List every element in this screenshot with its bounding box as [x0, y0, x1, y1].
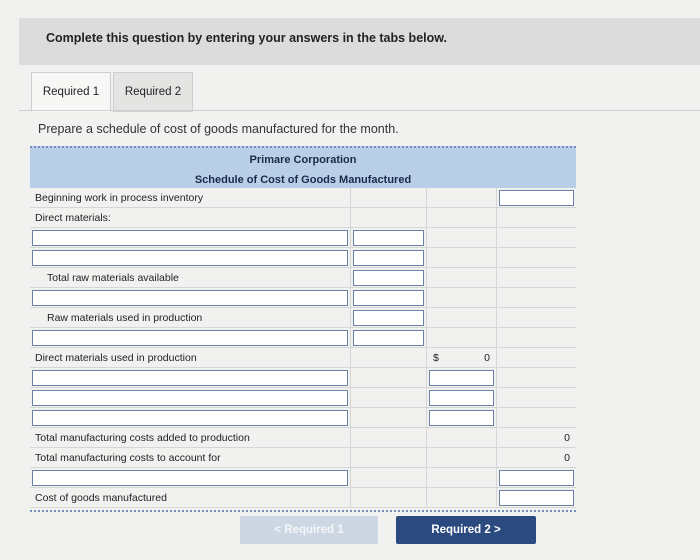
question-prompt: Prepare a schedule of cost of goods manufactured for the month.: [38, 122, 399, 136]
cost-line1-amount-input[interactable]: [429, 370, 494, 386]
dm-line3-amount-input[interactable]: [353, 290, 424, 306]
company-name: Primare Corporation: [249, 154, 357, 166]
prev-required-button[interactable]: < Required 1: [240, 516, 378, 544]
tab-divider: [19, 110, 700, 111]
schedule-footer-line: [30, 510, 576, 512]
table-row: [30, 488, 576, 508]
table-row: [30, 268, 576, 288]
ending-wip-label-input[interactable]: [32, 470, 348, 486]
next-required-button[interactable]: Required 2 >: [396, 516, 536, 544]
table-row: [30, 288, 576, 308]
dm-line2-amount-input[interactable]: [353, 250, 424, 266]
direct-materials-label: Direct materials:: [35, 212, 111, 224]
table-row: [30, 388, 576, 408]
dm-line1-amount-input[interactable]: [353, 230, 424, 246]
dm-line4-label-input[interactable]: [32, 330, 348, 346]
cost-line3-amount-input[interactable]: [429, 410, 494, 426]
table-row: [30, 348, 576, 368]
total-raw-available-input[interactable]: [353, 270, 424, 286]
total-to-account-label: Total manufacturing costs to account for: [35, 452, 221, 464]
ending-wip-amount-input[interactable]: [499, 470, 574, 486]
tab-required-2[interactable]: Required 2: [113, 72, 193, 112]
table-row: [30, 408, 576, 428]
beginning-wip-input[interactable]: [499, 190, 574, 206]
beginning-wip-label: Beginning work in process inventory: [35, 192, 204, 204]
dm-line3-label-input[interactable]: [32, 290, 348, 306]
dm-line1-label-input[interactable]: [32, 230, 348, 246]
total-to-account-value: 0: [564, 452, 570, 464]
dm-used-value: 0: [484, 352, 490, 364]
dm-line2-label-input[interactable]: [32, 250, 348, 266]
table-row: [30, 188, 576, 208]
dm-line4-amount-input[interactable]: [353, 330, 424, 346]
table-row: [30, 448, 576, 468]
cogm-input[interactable]: [499, 490, 574, 506]
table-row: [30, 328, 576, 348]
table-row: [30, 208, 576, 228]
table-row: [30, 368, 576, 388]
table-row: [30, 228, 576, 248]
dm-used-currency: $: [433, 352, 439, 364]
raw-used-input[interactable]: [353, 310, 424, 326]
table-row: [30, 308, 576, 328]
total-raw-available-label: Total raw materials available: [47, 272, 179, 284]
table-row: [30, 468, 576, 488]
table-row: [30, 248, 576, 268]
instructions-banner: [19, 18, 700, 65]
schedule-header: [30, 146, 576, 188]
cost-line2-amount-input[interactable]: [429, 390, 494, 406]
dm-used-label: Direct materials used in production: [35, 352, 197, 364]
total-added-label: Total manufacturing costs added to production: [35, 432, 250, 444]
cost-line2-label-input[interactable]: [32, 390, 348, 406]
total-added-value: 0: [564, 432, 570, 444]
cost-line3-label-input[interactable]: [32, 410, 348, 426]
tab-required-1[interactable]: Required 1: [31, 72, 111, 112]
schedule-title: Schedule of Cost of Goods Manufactured: [194, 174, 412, 186]
cogm-schedule: [30, 146, 576, 512]
cogm-label: Cost of goods manufactured: [35, 492, 167, 504]
raw-used-label: Raw materials used in production: [47, 312, 203, 324]
table-row: [30, 428, 576, 448]
cost-line1-label-input[interactable]: [32, 370, 348, 386]
instructions-text: Complete this question by entering your answers in the tabs below.: [46, 31, 447, 45]
